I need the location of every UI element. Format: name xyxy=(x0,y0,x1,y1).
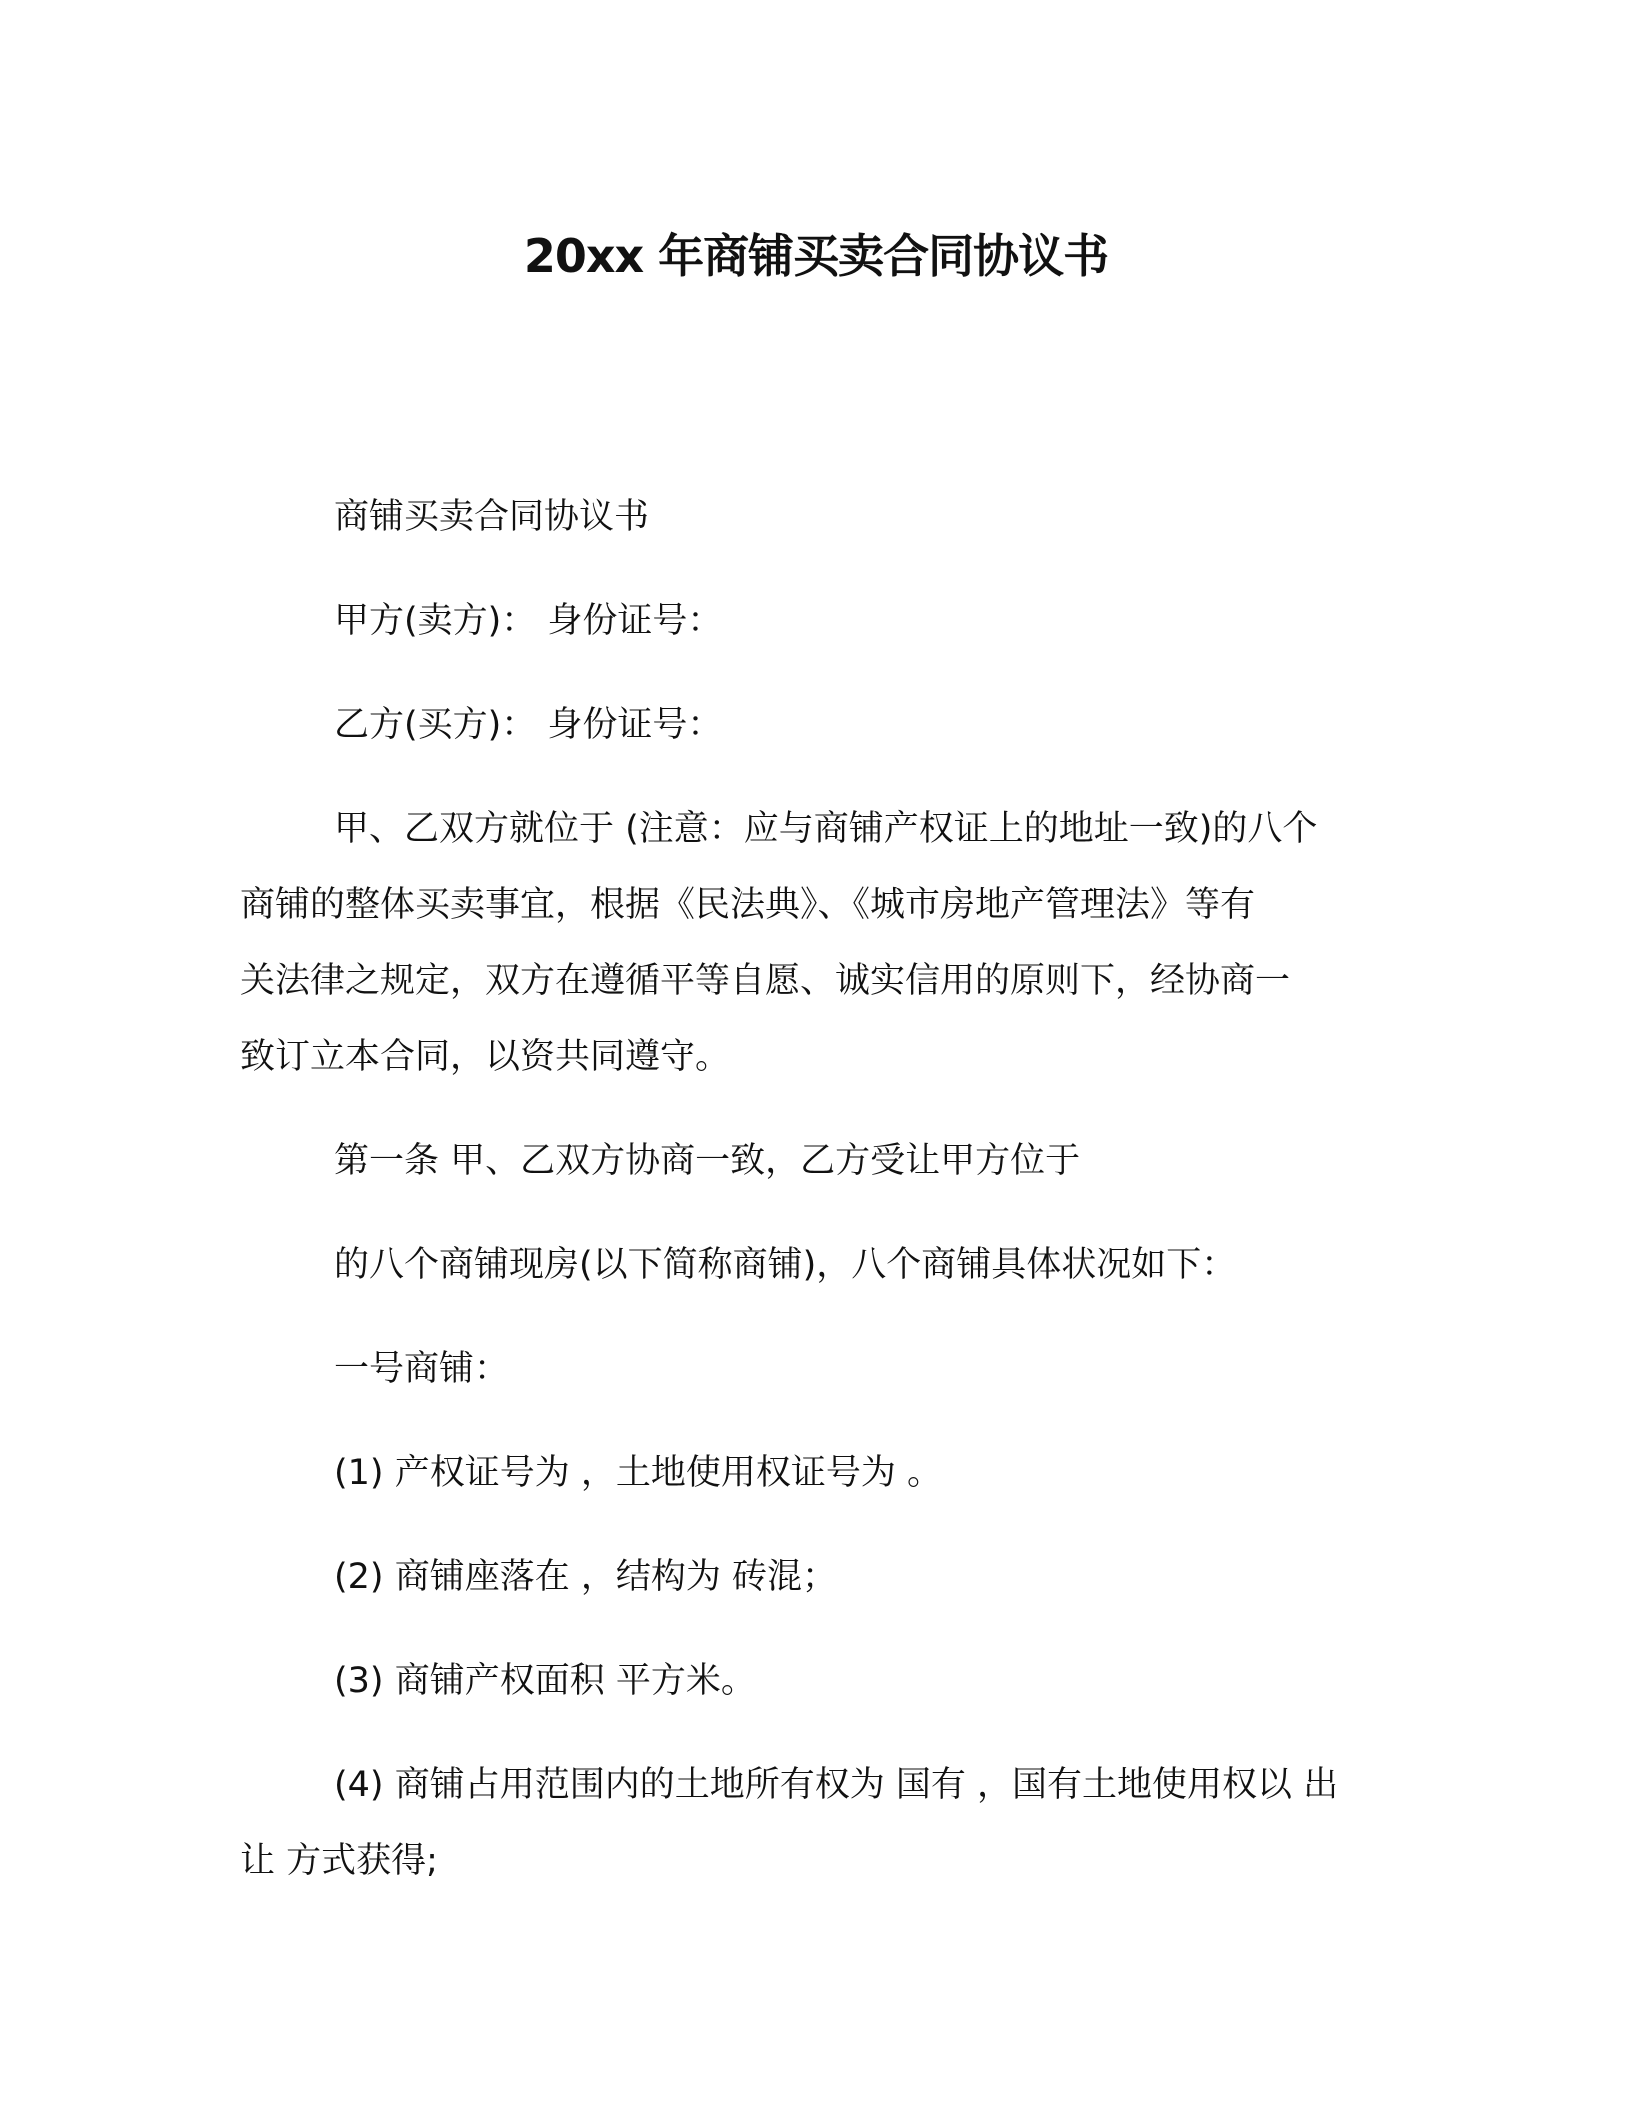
party-a-line: 甲方(卖方)： 身份证号： xyxy=(334,601,723,641)
intro-paragraph-line-3: 关法律之规定，双方在遵循平等自愿、诚实信用的原则下，经协商一 xyxy=(240,961,1291,1001)
subtitle: 商铺买卖合同协议书 xyxy=(334,497,650,537)
intro-paragraph-line-1: 甲、乙双方就位于 (注意：应与商铺产权证上的地址一致)的八个 xyxy=(334,809,1318,849)
article-1-line-1: 第一条 甲、乙双方协商一致，乙方受让甲方位于 xyxy=(334,1141,1081,1181)
article-1-line-2: 的八个商铺现房(以下简称商铺)，八个商铺具体状况如下： xyxy=(334,1245,1237,1285)
item-4-line-1: (4) 商铺占用范围内的土地所有权为 国有 ，国有土地使用权以 出 xyxy=(334,1765,1339,1805)
item-2: (2) 商铺座落在 ，结构为 砖混； xyxy=(334,1557,837,1597)
item-1: (1) 产权证号为 ，土地使用权证号为 。 xyxy=(334,1453,942,1493)
intro-paragraph-line-2: 商铺的整体买卖事宜，根据《民法典》、《城市房地产管理法》等有 xyxy=(240,885,1256,925)
intro-paragraph-line-4: 致订立本合同，以资共同遵守。 xyxy=(240,1037,731,1077)
party-b-line: 乙方(买方)： 身份证号： xyxy=(334,705,723,745)
item-3: (3) 商铺产权面积 平方米。 xyxy=(334,1661,756,1701)
document-title: 20xx 年商铺买卖合同协议书 xyxy=(523,229,1109,283)
item-4-line-2: 让 方式获得; xyxy=(240,1841,438,1881)
shop-1-heading: 一号商铺： xyxy=(334,1349,510,1389)
